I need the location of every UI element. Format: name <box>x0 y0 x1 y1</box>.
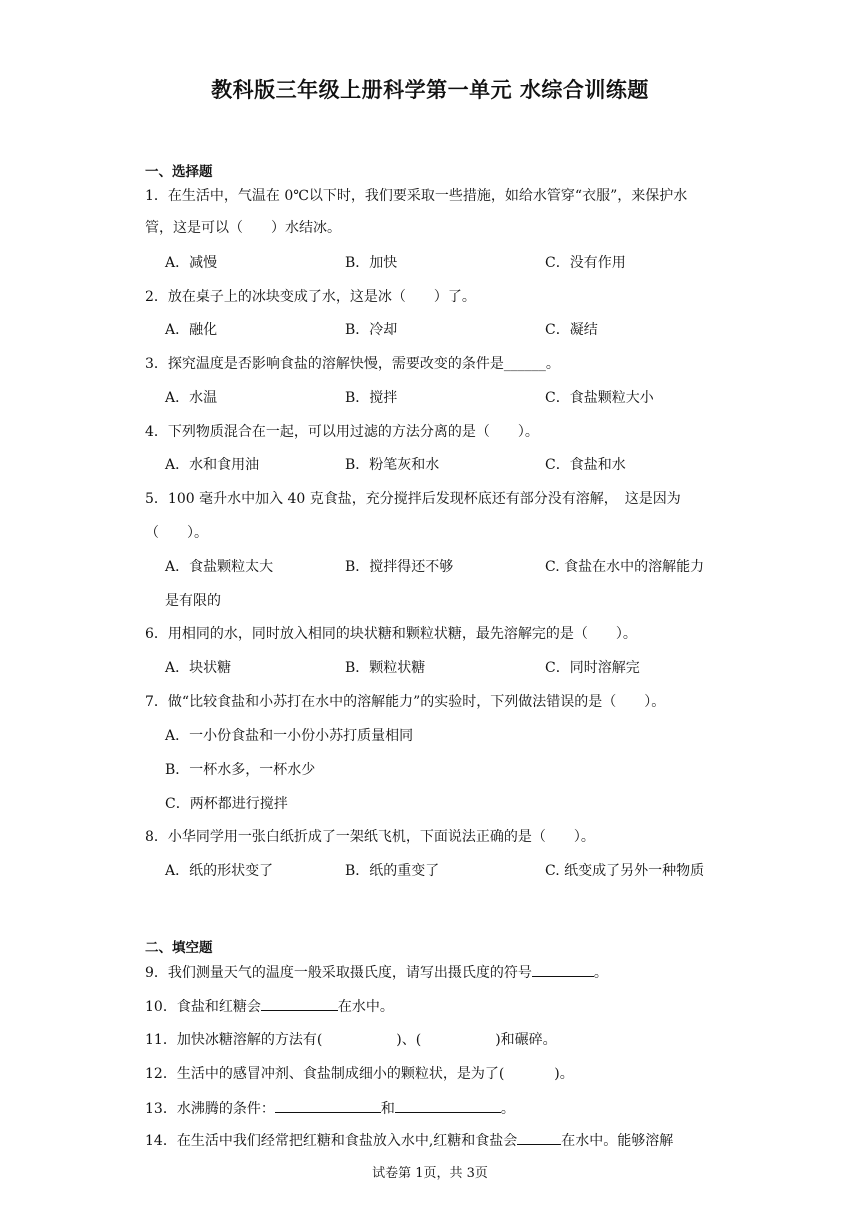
question-6-option-c: C．同时溶解完 <box>545 660 640 676</box>
answer-blank[interactable] <box>275 1098 381 1113</box>
question-8-stem: 8．小华同学用一张白纸折成了一架纸飞机，下面说法正确的是（ ）。 <box>145 829 595 845</box>
question-2-stem: 2．放在桌子上的冰块变成了水，这是冰（ ）了。 <box>145 289 476 305</box>
question-7-option-a: A．一小份食盐和一小份小苏打质量相同 <box>165 728 414 744</box>
question-5-line-1: 5．100 毫升水中加入 40 克食盐，充分搅拌后发现杯底还有部分没有溶解， 这是因为 <box>145 491 681 507</box>
answer-blank[interactable] <box>517 1130 561 1145</box>
question-7-option-c: C．两杯都进行搅拌 <box>165 796 288 812</box>
question-7-stem: 7．做“比较食盐和小苏打在水中的溶解能力”的实验时，下列做法错误的是（ ）。 <box>145 694 666 710</box>
question-4-option-c: C．食盐和水 <box>545 457 626 473</box>
question-13-end: 。 <box>500 1101 515 1117</box>
question-12-text: 12．生活中的感冒冲剂、食盐制成细小的颗粒状，是为了( <box>145 1066 505 1082</box>
question-13-mid: 和 <box>380 1101 395 1117</box>
question-2-option-b: B．冷却 <box>345 322 398 338</box>
question-5-line-2: （ ）。 <box>145 525 208 541</box>
question-1-line-1: 1．在生活中，气温在 0℃以下时，我们要采取一些措施，如给水管穿“衣服”，来保护水 <box>145 188 688 204</box>
question-6-stem: 6．用相同的水，同时放入相同的块状糖和颗粒状糖，最先溶解完的是（ ）。 <box>145 626 637 642</box>
question-9-end: 。 <box>593 965 608 981</box>
question-2-option-c: C．凝结 <box>545 322 598 338</box>
question-11-mid: )、( <box>396 1032 422 1048</box>
question-9-text: 9．我们测量天气的温度一般采取摄氏度，请写出摄氏度的符号 <box>145 965 532 981</box>
question-8-option-b: B．纸的重变了 <box>345 863 440 879</box>
question-4-option-a: A．水和食用油 <box>165 457 260 473</box>
question-4-stem: 4．下列物质混合在一起，可以用过滤的方法分离的是（ ）。 <box>145 424 539 440</box>
question-1-option-a: A．减慢 <box>165 255 218 271</box>
question-11-text: 11．加快冰糖溶解的方法有( <box>145 1032 323 1048</box>
question-1-option-c: C．没有作用 <box>545 255 626 271</box>
question-12 <box>145 1064 720 1084</box>
question-1-option-b: B．加快 <box>345 255 398 271</box>
page-title: 教科版三年级上册科学第一单元 水综合训练题 <box>211 78 649 102</box>
question-5-option-a: A．食盐颗粒太大 <box>165 559 274 575</box>
question-2-option-a: A．融化 <box>165 322 218 338</box>
question-14-end: 在水中。能够溶解 <box>561 1133 674 1149</box>
question-3-option-a: A．水温 <box>165 390 218 406</box>
question-10-end: 在水中。 <box>337 999 394 1015</box>
question-14 <box>145 1130 720 1151</box>
question-3-option-c: C．食盐颗粒大小 <box>545 390 654 406</box>
question-5-option-c-continued: 是有限的 <box>165 593 221 609</box>
question-11 <box>145 1030 720 1050</box>
question-11-end: )和碾碎。 <box>495 1032 557 1048</box>
question-9 <box>145 962 720 983</box>
question-12-end: )。 <box>554 1066 574 1082</box>
page-footer: 试卷第 1页，共 3页 <box>372 1166 488 1181</box>
question-3-stem: 3．探究温度是否影响食盐的溶解快慢，需要改变的条件是______。 <box>145 356 560 372</box>
question-4-option-b: B．粉笔灰和水 <box>345 457 440 473</box>
answer-blank[interactable] <box>261 996 338 1011</box>
question-5-option-b: B．搅拌得还不够 <box>345 559 454 575</box>
question-6-option-a: A．块状糖 <box>165 660 232 676</box>
question-10-text: 10．食盐和红糖会 <box>145 999 261 1015</box>
answer-blank[interactable] <box>532 962 594 977</box>
question-13-text: 13．水沸腾的条件： <box>145 1101 275 1117</box>
section-heading-fill: 二、填空题 <box>145 940 213 956</box>
question-1-line-2: 管，这是可以（ ）水结冰。 <box>145 220 341 236</box>
question-8-option-c: C. 纸变成了另外一种物质 <box>545 863 705 879</box>
question-3-option-b: B．搅拌 <box>345 390 398 406</box>
question-5-option-c: C. 食盐在水中的溶解能力 <box>545 559 705 575</box>
question-10 <box>145 996 720 1017</box>
answer-blank[interactable] <box>395 1098 501 1113</box>
question-8-option-a: A．纸的形状变了 <box>165 863 274 879</box>
question-13 <box>145 1098 720 1119</box>
question-14-text: 14．在生活中我们经常把红糖和食盐放入水中,红糖和食盐会 <box>145 1133 518 1149</box>
question-7-option-b: B．一杯水多，一杯水少 <box>165 762 316 778</box>
section-heading-choice: 一、选择题 <box>145 164 213 180</box>
question-6-option-b: B．颗粒状糖 <box>345 660 426 676</box>
